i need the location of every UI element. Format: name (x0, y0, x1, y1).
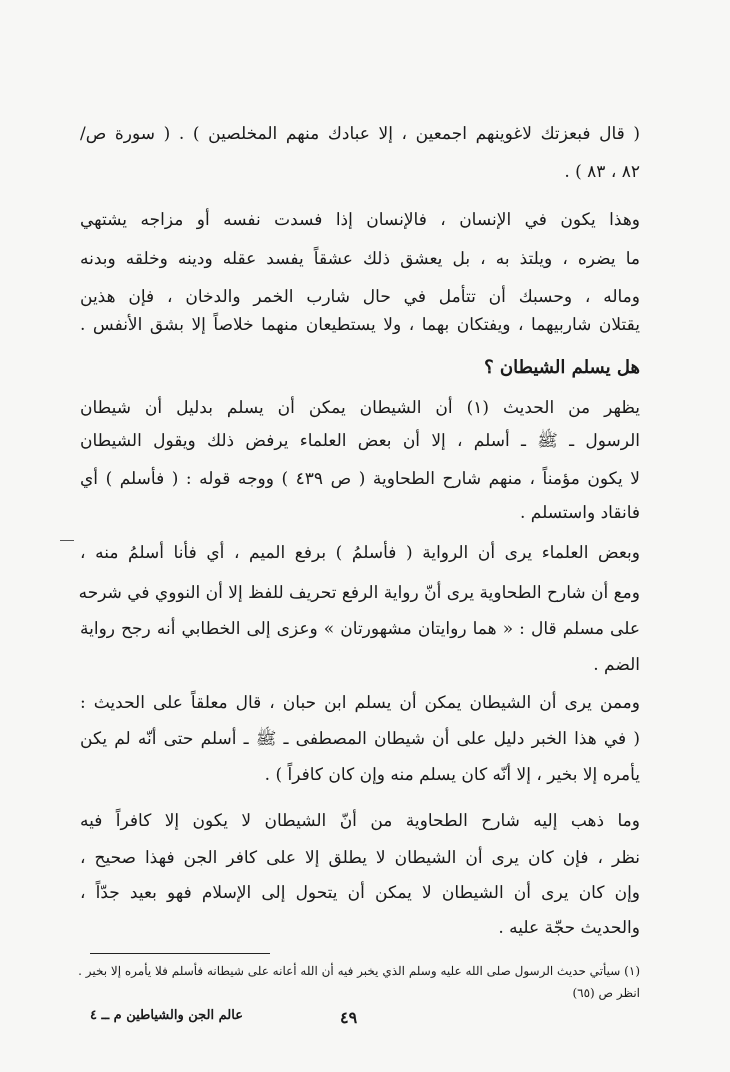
footnote-text: انظر ص (٦٥) (572, 986, 640, 1000)
text-line: يقتلان شاربيهما ، ويفتكان بهما ، ولا يستطيعان منهما خلاصاً إلا بشق الأنفس . (80, 315, 640, 335)
footnote-text: (١) سيأتي حديث الرسول صلى الله عليه وسلم الذي يخبر فيه أن الله أعانه على شيطانه فأسلم فلا يأمره إلا بخير . (78, 964, 640, 978)
text-line: الضم . (593, 655, 640, 675)
text-line: لا يكون مؤمناً ، منهم شارح الطحاوية ( ص ٤٣٩ ) ووجه قوله : ( فأسلم ) أي (80, 469, 640, 489)
text-line: ٨٢ ، ٨٣ ) . (564, 162, 640, 182)
text-line: والحديث حجّة عليه . (498, 918, 640, 938)
text-line: ( في هذا الخبر دليل على أن شيطان المصطفى ـ ﷺ ـ أسلم حتى أنّه لم يكن (80, 729, 640, 749)
text-line: يظهر من الحديث (١) أن الشيطان يمكن أن يسلم بدليل أن شيطان (80, 398, 641, 418)
text-line: وهذا يكون في الإنسان ، فالإنسان إذا فسدت نفسه أو مزاجه يشتهي (80, 210, 640, 230)
text-line: الرسول ـ ﷺ ـ أسلم ، إلا أن بعض العلماء يرفض ذلك ويقول الشيطان (80, 431, 640, 451)
running-title: عالم الجن والشياطين م ــ ٤ (90, 1008, 243, 1023)
text-line: وممن يرى أن الشيطان يمكن أن يسلم ابن حبان ، قال معلقاً على الحديث : (80, 693, 640, 713)
section-heading: هل يسلم الشيطان ؟ (484, 357, 640, 378)
text-line: فانقاد واستسلم . (519, 503, 640, 523)
text-line: ( قال فبعزتك لاغوينهم اجمعين ، إلا عبادك منهم المخلصين ) . ( سورة ص/ (80, 124, 640, 144)
text-line: يأمره إلا بخير ، إلا أنّه كان يسلم منه وإن كان كافراً ) . (264, 765, 640, 785)
text-line: وإن كان يرى أن الشيطان لا يمكن أن يتحول إلى الإسلام فهو بعيد جدّاً ، (80, 883, 640, 903)
text-line: ما يضره ، ويلتذ به ، بل يعشق ذلك عشقاً يفسد عقله ودينه وخلقه وبدنه (80, 249, 640, 269)
text-line: وماله ، وحسبك أن تتأمل في حال شارب الخمر والدخان ، فإن هذين (80, 287, 640, 307)
footnote-divider (90, 953, 270, 954)
page-number: ٤٩ (340, 1008, 358, 1027)
margin-mark (60, 540, 74, 541)
text-line: ومع أن شارح الطحاوية يرى أنّ رواية الرفع تحريف للفظ إلا أن النووي في شرحه (78, 583, 640, 603)
text-line: وما ذهب إليه شارح الطحاوية من أنّ الشيطان لا يكون إلا كافراً فيه (80, 811, 640, 831)
text-line: نظر ، فإن كان يرى أن الشيطان لا يطلق إلا على كافر الجن فهذا صحيح ، (80, 848, 640, 868)
text-line: على مسلم قال : « هما روايتان مشهورتان » وعزى إلى الخطابي أنه رجح رواية (80, 619, 640, 639)
text-line: وبعض العلماء يرى أن الرواية ( فأسلمُ ) برفع الميم ، أي فأنا أسلمُ منه ، (80, 543, 640, 563)
